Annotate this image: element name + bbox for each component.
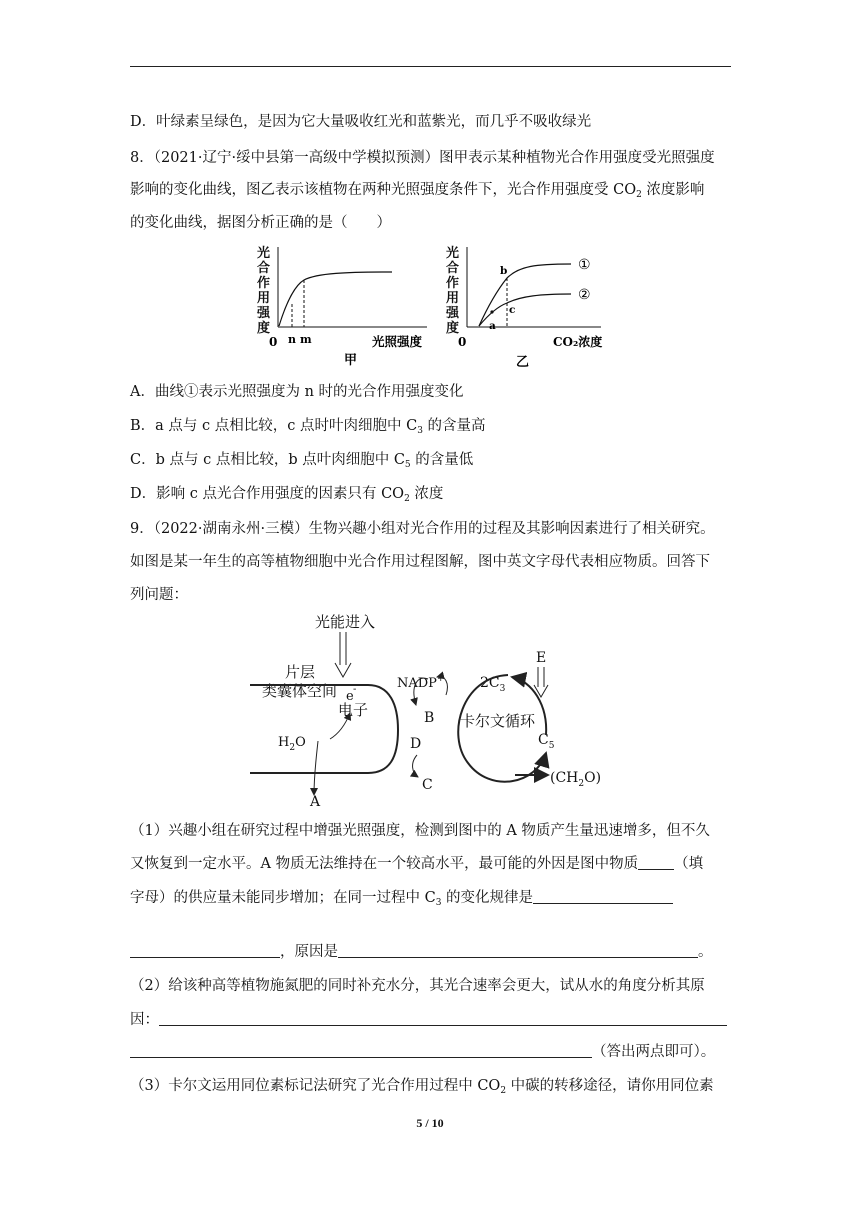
jia-ylabel-1: 光 bbox=[257, 246, 271, 261]
yi-origin: 0 bbox=[458, 335, 467, 349]
answer-blank-3[interactable] bbox=[130, 943, 280, 958]
h2o-label: $H_2O$ bbox=[278, 735, 306, 753]
yi-ylabel-4: 用 bbox=[446, 291, 460, 306]
b-label: B bbox=[424, 710, 435, 726]
jia-curve bbox=[279, 272, 392, 326]
yi-point-a: a bbox=[489, 320, 496, 332]
q8-stem-line2: 影响的变化曲线，图乙表示该植物在两种光照强度条件下，光合作用强度受 $CO_2$ 浓度影响 bbox=[130, 182, 705, 200]
yi-caption: 乙 bbox=[516, 355, 530, 370]
q9-part2-line1: （2）给该种高等植物施氮肥的同时补充水分，其光合速率会更大，试从水的角度分析其原 bbox=[130, 978, 705, 994]
photosynthesis-diagram bbox=[250, 605, 630, 815]
jia-ylabel-2: 合 bbox=[257, 261, 271, 276]
q9-part1-line4: ，原因是 。 bbox=[130, 942, 731, 962]
q9-part1-line3: 字母）的供应量未能同步增加；在同一过程中 $C_3$ 的变化规律是 bbox=[130, 888, 731, 908]
e-arrow bbox=[534, 667, 548, 697]
c-label: C bbox=[422, 777, 433, 793]
yi-ylabel-3: 作 bbox=[446, 276, 460, 291]
jia-tick-n: n bbox=[288, 333, 296, 346]
electron-symbol: e bbox=[346, 689, 354, 704]
answer-blank-5[interactable] bbox=[159, 1011, 727, 1026]
yi-curve-1 bbox=[479, 264, 571, 326]
jia-ylabel-3: 作 bbox=[257, 276, 271, 291]
a-label: A bbox=[310, 794, 321, 810]
light-in-label: 光能进入 bbox=[315, 613, 376, 631]
q8-option-c: C．b 点与 c 点相比较，b 点叶肉细胞中 $C_5$ 的含量低 bbox=[130, 452, 474, 470]
e-label: E bbox=[536, 650, 547, 666]
yi-point-b: b bbox=[500, 265, 508, 277]
d-label: D bbox=[410, 736, 422, 752]
light-arrow bbox=[335, 632, 351, 677]
q9-part2-line2: 因： bbox=[130, 1010, 731, 1030]
q9-stem-line1: 9．（2022·湖南永州·三模）生物兴趣小组对光合作用的过程及其影响因素进行了相关研究。 bbox=[130, 521, 715, 537]
q9-part1-line2: 又恢复到一定水平。A 物质无法维持在一个较高水平，最可能的外因是图中物质 （填 bbox=[130, 856, 704, 872]
yi-ylabel-5: 强 bbox=[446, 306, 460, 321]
q8-option-d: D．影响 c 点光合作用强度的因素只有 $CO_2$ 浓度 bbox=[130, 486, 444, 504]
q8-stem-line3: 的变化曲线，据图分析正确的是（ ） bbox=[130, 215, 391, 231]
answer-blank-2[interactable] bbox=[533, 889, 673, 904]
jia-xlabel: 光照强度 bbox=[372, 334, 423, 349]
lamella-label: 片层 bbox=[285, 663, 316, 681]
figure-yi bbox=[441, 242, 616, 372]
jia-ylabel-6: 度 bbox=[257, 321, 271, 336]
header-rule bbox=[130, 66, 731, 67]
q9-stem-line3: 列问题： bbox=[130, 587, 188, 603]
answer-blank-6[interactable] bbox=[130, 1043, 592, 1058]
q8-option-b: B．a 点与 c 点相比较，c 点时叶肉细胞中 $C_3$ 的含量高 bbox=[130, 418, 486, 436]
nadp-label: NADP+ bbox=[397, 674, 445, 691]
jia-tick-m: m bbox=[300, 333, 312, 346]
page-number: 5 / 10 bbox=[416, 1116, 444, 1130]
q8-stem-line1: 8．（2021·辽宁·绥中县第一高级中学模拟预测）图甲表示某种植物光合作用强度受光照强度 bbox=[130, 150, 715, 166]
yi-ylabel-2: 合 bbox=[446, 261, 460, 276]
yi-point-c: c bbox=[509, 304, 516, 316]
q7-option-d: D．叶绿素呈绿色，是因为它大量吸收红光和蓝紫光，而几乎不吸收绿光 bbox=[130, 114, 592, 130]
yi-ylabel-1: 光 bbox=[446, 246, 460, 261]
q9-part2-line3: （答出两点即可）。 bbox=[130, 1042, 731, 1062]
jia-ylabel-4: 用 bbox=[257, 291, 271, 306]
jia-ylabel-5: 强 bbox=[257, 306, 271, 321]
q9-part3-line1: （3）卡尔文运用同位素标记法研究了光合作用过程中 $CO_2$ 中碳的转移途径，请你用同位素 bbox=[130, 1078, 714, 1096]
thylakoid-space-label: 类囊体空间 bbox=[262, 682, 338, 700]
answer-blank-4[interactable] bbox=[338, 943, 698, 958]
yi-ylabel-6: 度 bbox=[446, 321, 460, 336]
c3-label: $2C_3$ bbox=[480, 675, 506, 694]
figure-jia bbox=[252, 242, 437, 372]
jia-origin: 0 bbox=[269, 335, 278, 349]
calvin-cycle-label: 卡尔文循环 bbox=[460, 712, 536, 730]
jia-caption: 甲 bbox=[344, 353, 358, 368]
yi-xlabel: CO₂浓度 bbox=[553, 335, 603, 349]
c5-label: $C_5$ bbox=[538, 732, 555, 751]
ch2o-label: $(CH_2O)$ bbox=[550, 770, 602, 789]
q9-stem-line2: 如图是某一年生的高等植物细胞中光合作用过程图解，图中英文字母代表相应物质。回答下 bbox=[130, 554, 710, 570]
yi-curve2-label: ② bbox=[578, 287, 591, 303]
answer-blank-1[interactable] bbox=[638, 855, 674, 870]
q8-option-a: A．曲线①表示光照强度为 n 时的光合作用强度变化 bbox=[130, 384, 464, 400]
electron-label: 电子 bbox=[338, 701, 369, 719]
yi-curve1-label: ① bbox=[578, 257, 591, 273]
electron-sup: - bbox=[353, 684, 357, 695]
q9-part1-line1: （1）兴趣小组在研究过程中增强光照强度，检测到图中的 A 物质产生量迅速增多，但不久 bbox=[130, 823, 710, 839]
